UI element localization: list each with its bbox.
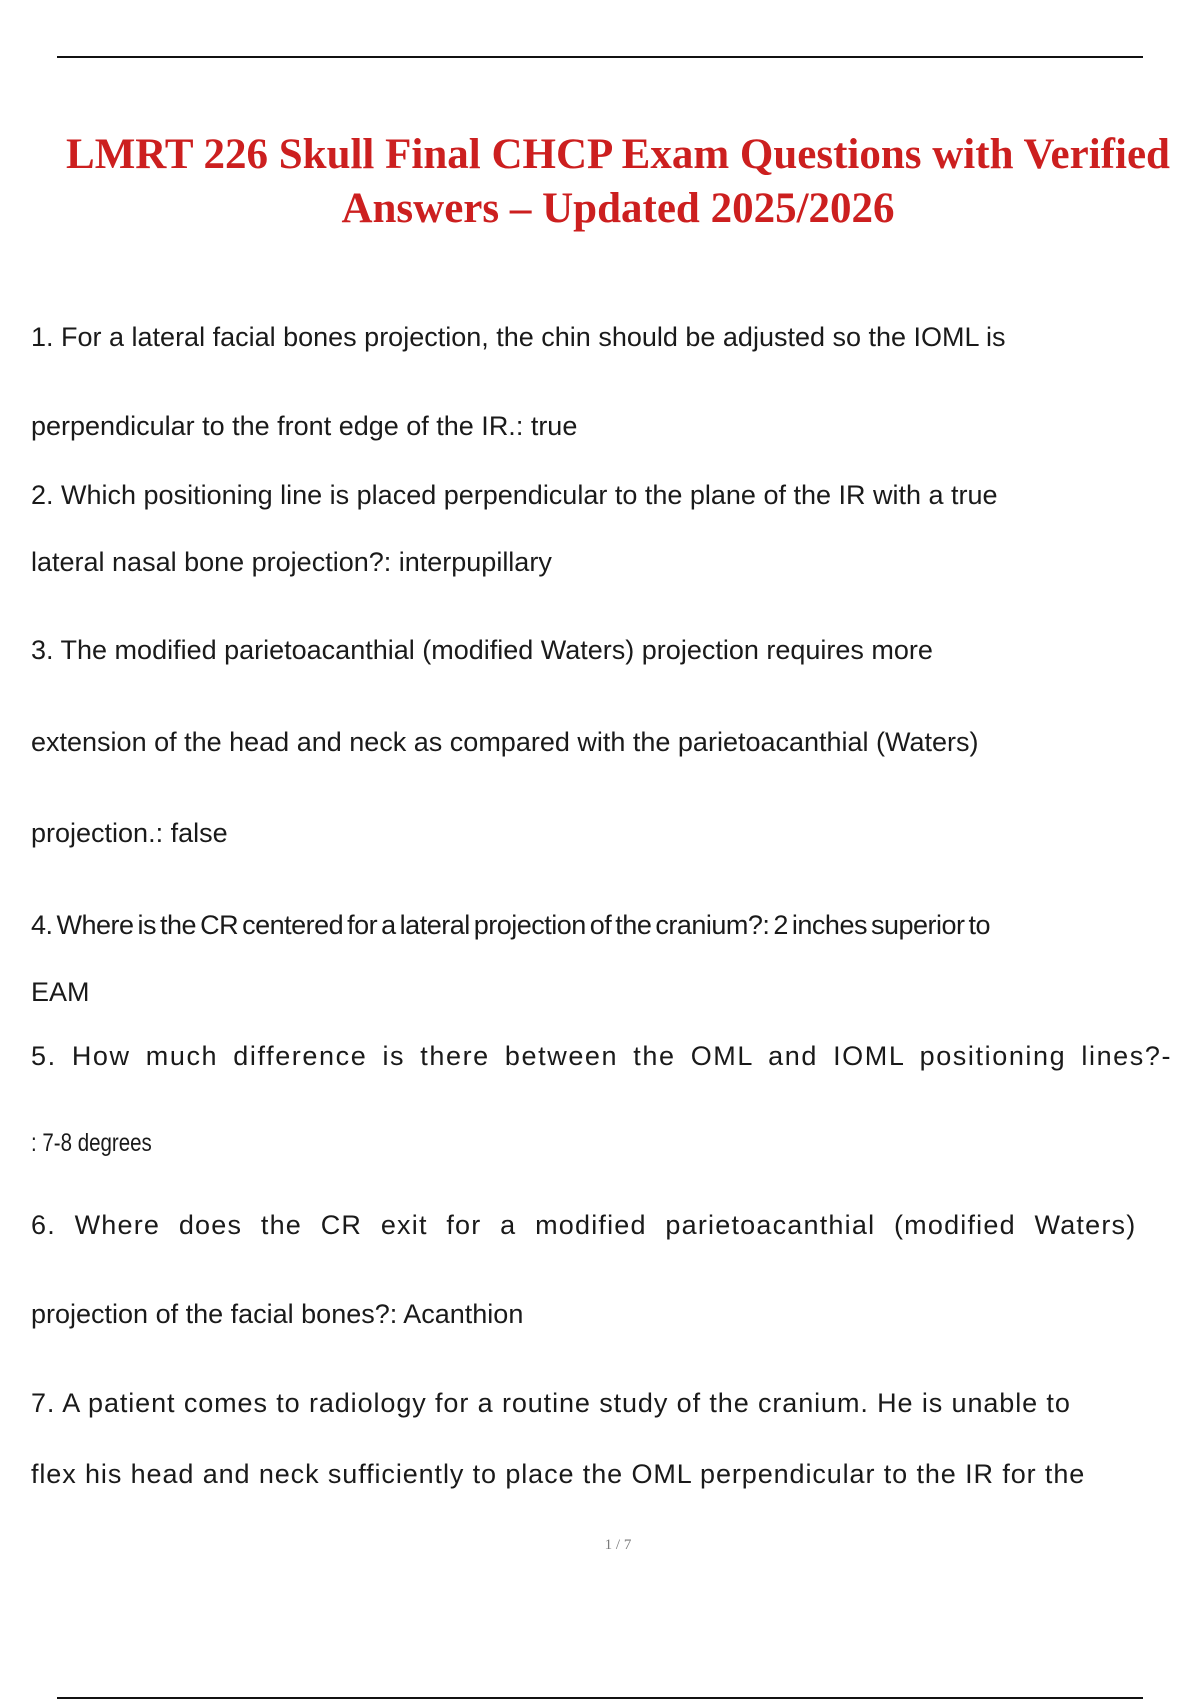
page-indicator: 1 / 7 [604, 1537, 632, 1553]
question-3-line-3: projection.: false [31, 818, 228, 848]
question-1-line-1: 1. For a lateral facial bones projection, the chin should be adjusted so the IOML is [31, 322, 1006, 352]
question-6-line-1: 6. Where does the CR exit for a modified parietoacanthial (modified Waters) [31, 1210, 1137, 1240]
question-4-line-1: 4. Where is the CR centered for a lateral projection of the cranium?: 2 inches superior to [31, 910, 991, 940]
question-7-line-2: flex his head and neck sufficiently to place the OML perpendicular to the IR for the [31, 1459, 1086, 1489]
question-6-line-2: projection of the facial bones?: Acanthion [31, 1299, 524, 1329]
question-3-line-1: 3. The modified parietoacanthial (modified Waters) projection requires more [31, 635, 933, 665]
question-2-line-1: 2. Which positioning line is placed perpendicular to the plane of the IR with a true [31, 480, 998, 510]
question-3-line-2: extension of the head and neck as compared with the parietoacanthial (Waters) [31, 727, 979, 757]
question-2-line-2: lateral nasal bone projection?: interpupillary [31, 547, 552, 577]
question-5-answer: : 7-8 degrees [31, 1129, 152, 1157]
top-rule [57, 56, 1143, 58]
question-4-line-2: EAM [31, 977, 90, 1007]
document-title [30, 128, 1200, 236]
title-line-2: Answers – Updated 2025/2026 [341, 185, 895, 232]
question-5-line-1: 5. How much difference is there between the OML and IOML positioning lines?- [31, 1041, 1173, 1071]
title-line-1: LMRT 226 Skull Final CHCP Exam Questions with Verified [66, 131, 1170, 178]
question-5-line-2 [31, 1126, 1200, 1159]
question-7-line-1: 7. A patient comes to radiology for a routine study of the cranium. He is unable to [31, 1388, 1071, 1418]
bottom-rule [57, 1697, 1143, 1699]
question-1-line-2: perpendicular to the front edge of the IR.: true [31, 411, 578, 441]
